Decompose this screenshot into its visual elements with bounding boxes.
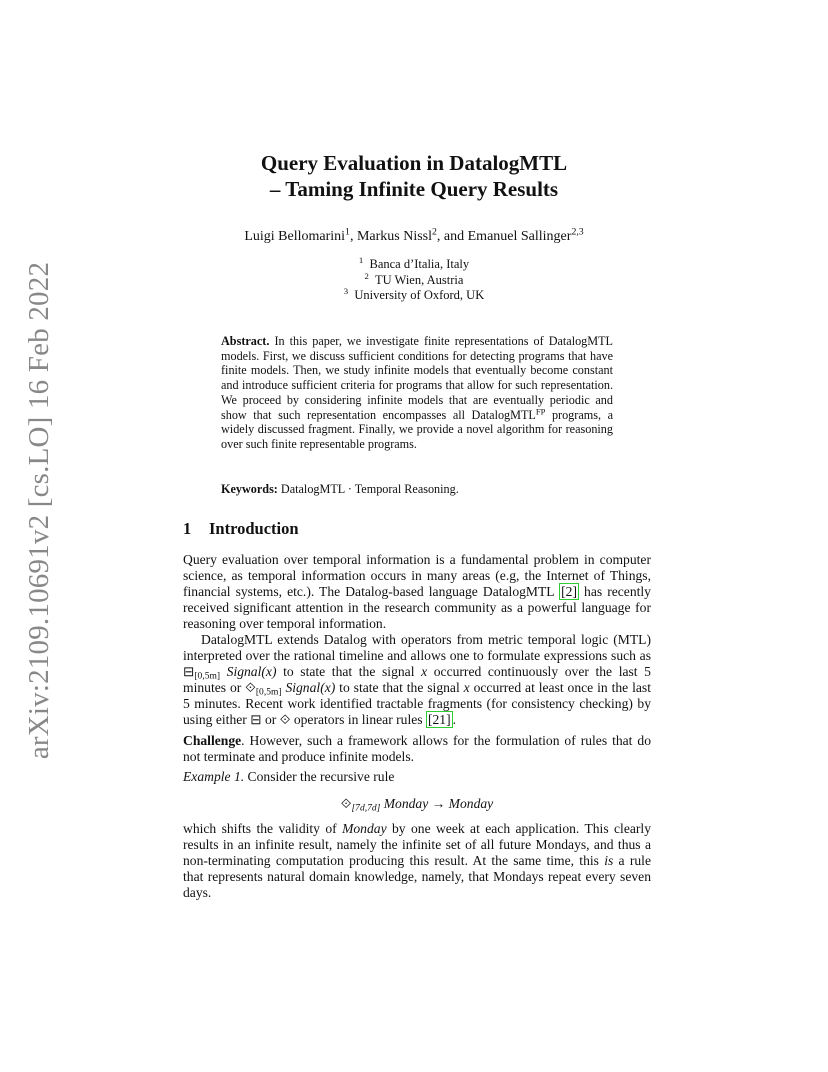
affiliation-3-name: University of Oxford, UK — [354, 288, 485, 302]
author-1-sup: 1 — [345, 226, 350, 238]
formula-diamond-operator: ⟐ — [340, 796, 352, 811]
affiliation-3-num: 3 — [343, 286, 349, 297]
arxiv-identifier — [20, 261, 60, 759]
affiliation-2-name: TU Wien, Austria — [374, 272, 464, 287]
p2-text-c: occurred continuously over the last 5 minutes or — [183, 664, 651, 695]
affiliations — [0, 257, 828, 304]
p5-text-a: which shifts the validity of — [183, 821, 343, 836]
author-1: Luigi Bellomarini — [244, 229, 346, 244]
paragraph-1 — [183, 552, 651, 632]
section-title: Introduction — [209, 519, 299, 538]
formula-monday-2: Monday — [448, 796, 494, 811]
p2-text-d: to state that the signal — [335, 680, 464, 695]
author-3-sup: 2,3 — [571, 226, 584, 238]
example-text: Consider the recursive rule — [244, 769, 395, 784]
formula-interval: [7d,7d] — [351, 803, 381, 814]
affiliation-1 — [0, 257, 828, 273]
title-line-2: – Taming Infinite Query Results — [269, 177, 559, 201]
affiliation-2 — [0, 270, 828, 289]
affiliation-1-name: Banca d’Italia, Italy — [369, 257, 470, 271]
author-2: Markus Nissl — [356, 229, 432, 244]
abstract-fp: FP — [535, 405, 546, 416]
var-x-2: x — [463, 680, 470, 695]
citation-21[interactable]: [21] — [427, 712, 451, 727]
p2-text-e: occurred at least once in the last 5 minutes. Recent work identified tractable fragments (for consistency checking) by using either — [183, 680, 651, 727]
affiliation-3 — [0, 288, 828, 304]
p5-text-c: a rule that represents natural domain knowledge, namely, that Mondays repeat every seven days. — [183, 853, 651, 900]
p2-text-f: operators in linear rules — [290, 712, 426, 727]
paper-title — [0, 150, 828, 202]
diamond-minus-operator-2: ⟐ — [279, 712, 291, 727]
title-line-1: Query Evaluation in DatalogMTL — [260, 151, 568, 175]
p1-text-a: Query evaluation over temporal information is a fundamental problem in computer science, as temporal information occurs in many areas (e.g, the Internet of Things, financial systems, etc.). The Datalog-based language DatalogMTL — [183, 552, 651, 599]
signal-term-2: Signal — [285, 680, 321, 695]
author-2-sup: 2 — [432, 226, 437, 238]
p5-monday: Monday — [342, 821, 387, 836]
citation-2[interactable]: [2] — [561, 584, 577, 599]
box-minus-operator-2: ⊟ — [250, 712, 262, 727]
formula-monday-1: Monday — [383, 796, 429, 811]
challenge-text: . However, such a framework allows for the formulation of rules that do not terminate and produce infinite models. — [183, 733, 651, 764]
section-heading — [183, 519, 299, 539]
keywords-text: DatalogMTL · Temporal Reasoning. — [280, 482, 459, 496]
example-formula — [183, 796, 651, 812]
p2-text-a: DatalogMTL extends Datalog with operators from metric temporal logic (MTL) interpreted over the rational timeline and allows one to formulate expressions such as — [183, 632, 651, 663]
author-list: Luigi Bellomarini$^1$, Markus Nissl$^2$, and Emanuel Sallinger$^{2,3}$ — [244, 226, 584, 244]
paragraph-challenge — [183, 733, 651, 765]
interval-label-1: [0,5m] — [194, 671, 221, 682]
arxiv-id-text: arXiv:2109.10691v2 [cs.LO] 16 Feb 2022 — [23, 261, 56, 759]
signal-term-1: Signal — [226, 664, 262, 679]
abstract — [221, 334, 613, 452]
p2-text-b: to state that the signal — [276, 664, 422, 679]
p5-text-b: by one week at each application. This clearly results in an infinite result, namely the infinite set of all future Mondays, and thus a non-terminating computation producing this result. At the same time, this — [183, 821, 651, 868]
interval-label-2: [0,5m] — [255, 687, 282, 698]
example-label: Example 1. — [183, 769, 245, 784]
section-number: 1 — [183, 519, 192, 538]
abstract-text-a: In this paper, we investigate finite representations of DatalogMTL models. First, we discuss sufficient conditions for detecting programs that have finite models. Then, we study infinite models that eventually become constant and introduce sufficient criteria for programs that allow for such representation. We proceed by considering infinite models that are eventually periodic and show that such representation encompasses all DatalogMTL — [221, 334, 614, 422]
abstract-text-b: programs, a widely discussed fragment. Finally, we provide a novel algorithm for reasoning over such finite representable programs. — [221, 407, 613, 451]
author-3: Emanuel Sallinger — [467, 229, 572, 244]
var-x-1: x — [421, 664, 428, 679]
keywords-label: Keywords: — [221, 482, 278, 496]
affiliation-2-num: 2 — [364, 270, 369, 281]
p2-period: . — [452, 712, 457, 727]
example-1 — [183, 769, 651, 785]
abstract-label: Abstract. — [221, 334, 270, 348]
paragraph-2 — [183, 632, 651, 728]
box-minus-operator: ⊟ — [183, 664, 195, 679]
signal-arg-2: (x) — [320, 680, 336, 695]
paragraph-5 — [183, 821, 651, 901]
p2-text-or: or — [261, 712, 280, 727]
formula-arrow: → — [431, 796, 446, 811]
affiliation-1-num: 1 — [358, 255, 364, 266]
p5-is: is — [604, 853, 614, 868]
p1-text-b: has recently received significant attention in the research community as a powerful language for reasoning over temporal information. — [183, 584, 651, 631]
keywords — [221, 482, 613, 497]
signal-arg-1: (x) — [261, 664, 277, 679]
challenge-label: Challenge — [183, 733, 242, 748]
diamond-minus-operator: ⟐ — [245, 680, 256, 695]
